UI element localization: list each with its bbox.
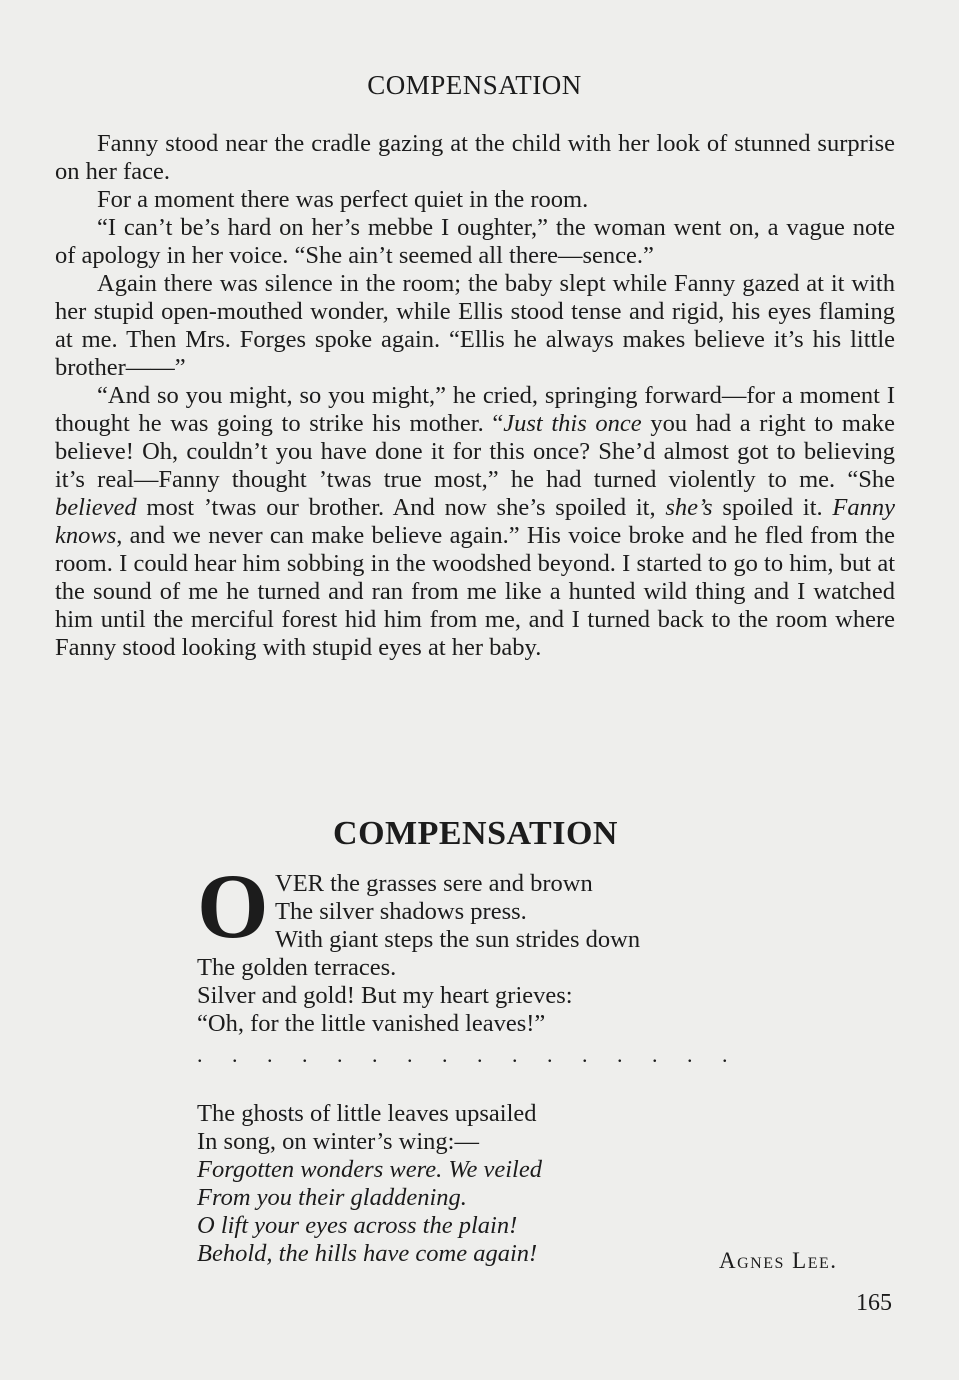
paragraph: “I can’t be’s hard on her’s mebbe I oughter,” the woman went on, a vague note of apology in her voice. “She ain’t seemed all there—sence.” bbox=[55, 214, 895, 269]
running-head: COMPENSATION bbox=[367, 70, 582, 100]
paragraph: For a moment there was perfect quiet in the room. bbox=[97, 186, 589, 213]
emphasis: Fanny knows bbox=[55, 494, 896, 549]
text-run: “And so you might, so you might,” he cried, springing forward—for a moment I thought he was going to strike his mother. “ bbox=[55, 382, 895, 437]
poem-line: The ghosts of little leaves upsailed bbox=[197, 1100, 537, 1127]
poem-line: Behold, the hills have come again! bbox=[197, 1240, 538, 1267]
paragraph bbox=[55, 382, 895, 662]
poem-line: In song, on winter’s wing:— bbox=[197, 1128, 479, 1155]
text-run: you had a right to make believe! Oh, couldn’t you have done it for this once? She’d almost got to believing it’s real—Fanny thought ’twas true most,” he had turned violently to me. “She bbox=[55, 410, 895, 493]
poem bbox=[197, 870, 837, 1268]
drop-cap: O bbox=[197, 855, 269, 957]
page-number: 165 bbox=[856, 1290, 892, 1316]
poem-line: Forgotten wonders were. We veiled bbox=[197, 1156, 542, 1183]
poem-line: VER the grasses sere and brown bbox=[275, 870, 593, 897]
poem-line: The golden terraces. bbox=[197, 954, 397, 981]
text-run: , and we never can make believe again.” His voice broke and he fled from the room. I could hear him sobbing in the woodshed beyond. I started to go to him, but at the sound of me he turned and ran from me like a hunted wild thing and I watched him until the merciful forest hid him from me, and I turned back to the room where Fanny stood looking with stupid eyes at her baby. bbox=[55, 522, 895, 661]
poem-line: “Oh, for the little vanished leaves!” bbox=[197, 1010, 546, 1037]
poem-line: With giant steps the sun strides down bbox=[275, 926, 641, 953]
poem-author: Agnes Lee. bbox=[719, 1248, 838, 1273]
stanza-separator: . . . . . . . . . . . . . . . . bbox=[197, 1042, 740, 1067]
poem-line: From you their gladdening. bbox=[197, 1184, 467, 1211]
emphasis: believed bbox=[55, 494, 137, 521]
paragraph: Again there was silence in the room; the baby slept while Fanny gazed at it with her stupid open-mouthed wonder, while Ellis stood tense and rigid, his eyes flaming at me. Then Mrs. Forges spoke again. “Ellis he always makes believe it’s his little brother——” bbox=[55, 270, 895, 381]
paragraph: Fanny stood near the cradle gazing at the child with her look of stunned surprise on her face. bbox=[55, 130, 895, 185]
story-text bbox=[55, 130, 895, 662]
poem-line: Silver and gold! But my heart grieves: bbox=[197, 982, 573, 1009]
poem-line: O lift your eyes across the plain! bbox=[197, 1212, 518, 1239]
text-run: spoiled it. bbox=[712, 494, 833, 521]
emphasis: Just this once bbox=[503, 410, 642, 437]
text-run: most ’twas our brother. And now she’s spoiled it, bbox=[136, 494, 666, 521]
poem-line: The silver shadows press. bbox=[275, 898, 527, 925]
poem-title: COMPENSATION bbox=[333, 815, 618, 852]
emphasis: she’s bbox=[665, 494, 713, 521]
